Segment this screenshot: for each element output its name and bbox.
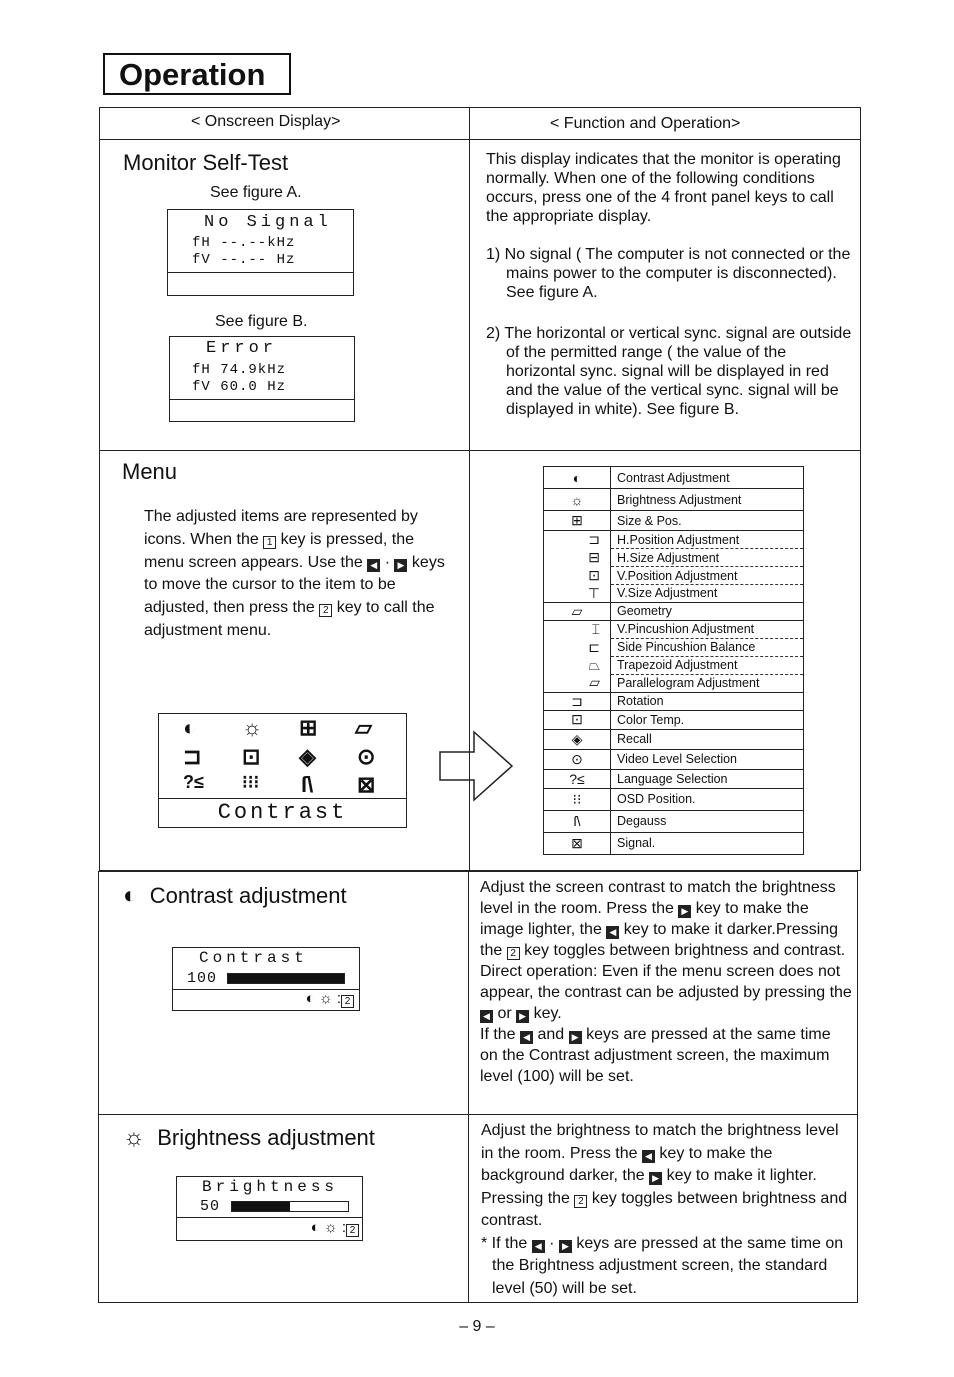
adjust-column-divider [468,871,469,1303]
brightness-title-text: Brightness adjustment [157,1125,375,1150]
right-key-icon: ▶ [649,1172,662,1185]
menu-table-label: Color Temp. [611,710,804,729]
adjust-row-divider [98,1114,858,1115]
contrast-p2c: key. [533,1005,562,1022]
menu-icon-table [543,466,804,855]
menu-table-row [544,656,804,674]
column-header-left: < Onscreen Display> [191,113,341,130]
brightness-small-icon: ☼ [318,990,333,1007]
contrast-osd-label: Contrast [199,949,308,967]
header-divider [99,139,861,140]
menu-table-label: V.Size Adjustment [611,585,804,603]
brightness-icon: ☼ [242,715,263,740]
brightness-osd-label: Brightness [202,1178,339,1196]
osd-position-icon: ⁝⁝⁝ [242,772,260,792]
menu-table-row [544,692,804,710]
language-icon: ?≤ [183,772,204,792]
h-size-icon: ⊟ [544,549,611,567]
right-key-icon: ▶ [678,905,691,918]
menu-table-label: Side Pincushion Balance [611,638,804,656]
figure-b-line3: fV 60.0 Hz [192,379,287,395]
menu-table-row [544,511,804,531]
v-pincushion-icon: ⌶ [544,620,611,638]
brightness-level-fill [232,1202,290,1211]
brightness-icon: ☼ [544,489,611,511]
menu-line3a: Use the [307,553,363,571]
right-key-icon: ▶ [516,1010,529,1023]
contrast-p1d: key toggles between brightness and contrast. [524,942,846,959]
menu-table-row [544,567,804,585]
key-2-icon: 2 [341,995,354,1008]
key-2-icon: 2 [346,1224,359,1237]
menu-table-row [544,769,804,788]
page-title: Operation [119,57,266,92]
brightness-p2a: * If the [481,1234,528,1252]
brightness-p1d: key toggles between brightness and contrast. [481,1189,848,1229]
recall-icon: ◈ [299,744,316,769]
brightness-note: * If the ◀ · ▶ keys are pressed at the same time on the Brightness adjustment screen, the standard level (50) will be set. [481,1234,844,1297]
figure-b-line2: fH 74.9kHz [192,362,287,378]
color-temp-icon: ⊡ [544,710,611,729]
menu-table-label: V.Position Adjustment [611,567,804,585]
menu-table-row [544,602,804,620]
menu-table-label: Contrast Adjustment [611,467,804,489]
brightness-small-icon: ☼ [323,1219,338,1236]
menu-table-row [544,531,804,549]
contrast-title [123,882,347,910]
brightness-icon: ☼ [123,1124,145,1151]
menu-table-row [544,729,804,749]
contrast-level-bar [227,973,345,984]
menu-table-row [544,749,804,769]
geometry-icon: ▱ [355,715,372,740]
menu-table-label: Recall [611,729,804,749]
left-key-icon: ◀ [480,1010,493,1023]
contrast-p3a: If the [480,1026,516,1043]
figure-a-separator [168,272,353,273]
contrast-p3c: keys are pressed at the same time on the Contrast adjustment screen, the maximum level (100) will be set. [480,1026,831,1085]
menu-table-label: Trapezoid Adjustment [611,656,804,674]
side-pincushion-icon: ⊏ [544,638,611,656]
menu-table-label: Video Level Selection [611,749,804,769]
brightness-osd-separator [177,1217,362,1218]
menu-line2b: key is pressed, the menu screen appears. [144,530,415,571]
size-pos-icon: ⊞ [299,715,318,740]
column-header-right: < Function and Operation> [550,115,741,132]
rotation-icon: ⊐ [183,744,202,769]
brightness-level-bar [231,1201,349,1212]
menu-table-label: V.Pincushion Adjustment [611,620,804,638]
video-level-icon: ⊙ [544,749,611,769]
menu-line1: The adjusted items are represented by icons. [144,508,418,548]
geometry-icon: ▱ [544,602,611,620]
menu-table-row [544,788,804,810]
menu-table-row [544,674,804,692]
video-level-icon: ⊙ [357,744,376,769]
contrast-icon: ◐ [544,467,611,489]
self-test-item2: 2) The horizontal or vertical sync. signal are outside of the permitted range ( the value of the horizontal sync. signal will be displayed in red and the value of the vertical sync. signal will be displayed in white). See figure B. [486,325,852,418]
figure-a-line2: fH --.--kHz [192,235,296,251]
rotation-icon: ⊐ [544,692,611,710]
right-key-icon: ▶ [569,1031,582,1044]
menu-table-label: Degauss [611,810,804,832]
menu-table-label: OSD Position. [611,788,804,810]
contrast-level-fill [228,974,344,983]
figure-a-line3: fV --.-- Hz [192,252,296,268]
menu-table-row [544,585,804,603]
menu-table-row [544,832,804,854]
left-key-icon: ◀ [606,926,619,939]
self-test-title: Monitor Self-Test [123,150,289,175]
contrast-small-icon: ◐ [310,1219,320,1236]
key-2-icon: 2 [574,1195,587,1208]
size-pos-icon: ⊞ [544,511,611,531]
figure-b-caption: See figure B. [215,313,308,330]
menu-table-row [544,549,804,567]
menu-osd [158,713,407,828]
degauss-icon: ſ\ [301,772,314,797]
menu-table-row [544,710,804,729]
color-temp-icon: ⊡ [242,744,261,769]
left-key-icon: ◀ [520,1031,533,1044]
contrast-icon: ◐ [123,882,138,909]
menu-title: Menu [122,459,178,484]
contrast-p1c: key to make it darker.Pressing the [480,921,839,959]
left-key-icon: ◀ [367,559,380,572]
brightness-p1a: Adjust the brightness to match the brightness level in the room. Press the [481,1122,839,1162]
contrast-p1b: key to make the image lighter, the [480,900,809,938]
contrast-p3b: and [537,1026,565,1043]
page-title-box [103,53,291,95]
brightness-p1b: key to make the background darker, the [481,1144,773,1184]
contrast-p2b: or [497,1005,512,1022]
menu-table-row [544,620,804,638]
menu-table-label: Parallelogram Adjustment [611,674,804,692]
brightness-title [123,1124,375,1152]
menu-osd-label: Contrast [159,798,406,825]
figure-a-line1: No Signal [204,213,332,232]
menu-table-label: Language Selection [611,769,804,788]
brightness-osd-value: 50 [200,1198,221,1215]
figure-a-osd [167,209,354,296]
language-icon: ?≤ [544,769,611,788]
signal-icon: ⊠ [544,832,611,854]
figure-b-line1: Error [206,339,278,358]
trapezoid-icon: ⏢ [544,656,611,674]
v-position-icon: ⊡ [544,567,611,585]
h-position-icon: ⊐ [544,531,611,549]
menu-table-label: Signal. [611,832,804,854]
brightness-osd-hint: ◐ ☼ : 2 [311,1219,359,1237]
left-key-icon: ◀ [532,1240,545,1253]
menu-line3b: keys to move the cursor to the item to be adjusted, then press the [144,553,445,617]
menu-table-row [544,810,804,832]
right-key-icon: ▶ [559,1240,572,1253]
recall-icon: ◈ [544,729,611,749]
self-test-item1: 1) No signal ( The computer is not connected or the mains power to the computer is disconnected). See figure A. [486,246,851,301]
figure-a-caption: See figure A. [210,184,302,201]
page-number: – 9 – [459,1318,495,1335]
parallelogram-icon: ▱ [544,674,611,692]
contrast-description [480,877,852,1087]
contrast-p2a: Direct operation: Even if the menu screen does not appear, the contrast can be adjusted by pressing the [480,963,852,1001]
key-2-icon: 2 [319,604,332,617]
menu-table-label: Size & Pos. [611,511,804,531]
menu-table-row [544,489,804,511]
osd-position-icon: ⁝⁝ [544,788,611,810]
menu-table-label: Geometry [611,602,804,620]
figure-b-osd [169,336,355,422]
menu-table-label: H.Size Adjustment [611,549,804,567]
arrow-right-icon [438,730,514,802]
figure-b-separator [170,399,354,400]
key-1-icon: 1 [263,536,276,549]
menu-table-row [544,638,804,656]
contrast-osd [172,947,360,1011]
menu-table-label: Brightness Adjustment [611,489,804,511]
menu-table-label: H.Position Adjustment [611,531,804,549]
contrast-title-text: Contrast adjustment [149,883,347,908]
right-key-icon: ▶ [394,559,407,572]
row-divider [99,450,861,451]
contrast-icon: ◐ [183,715,197,740]
menu-description: The adjusted items are represented by icons. When the 1 key is pressed, the menu screen appears. Use the ◀ · ▶ keys to move the cursor to the item to be adjusted, then press the 2 key to call the adjustment menu. [144,508,445,639]
menu-line2a: When the [190,530,259,548]
signal-icon: ⊠ [357,772,376,797]
key-2-icon: 2 [507,947,520,960]
menu-table-row [544,467,804,489]
contrast-small-icon: ◐ [305,990,315,1007]
contrast-p1a: Adjust the screen contrast to match the brightness level in the room. Press the [480,879,836,917]
self-test-description [486,150,852,419]
brightness-p1c: key to make it lighter. Pressing the [481,1167,817,1207]
menu-table-label: Rotation [611,692,804,710]
self-test-desc: This display indicates that the monitor is operating normally. When one of the following conditions occurs, press one of the 4 front panel keys to call the appropriate display. [486,151,841,225]
left-key-icon: ◀ [642,1150,655,1163]
brightness-description [481,1120,853,1300]
contrast-osd-value: 100 [187,970,218,987]
contrast-osd-hint: ◐ ☼ : 2 [306,990,354,1008]
v-size-icon: ⊤ [544,585,611,603]
menu-line3c: key to call the adjustment menu. [144,599,435,639]
brightness-osd [176,1176,363,1241]
brightness-p2b: keys are pressed at the same time on the Brightness adjustment screen, the standard level (50) will be set. [492,1234,844,1297]
degauss-icon: ſ\ [544,810,611,832]
